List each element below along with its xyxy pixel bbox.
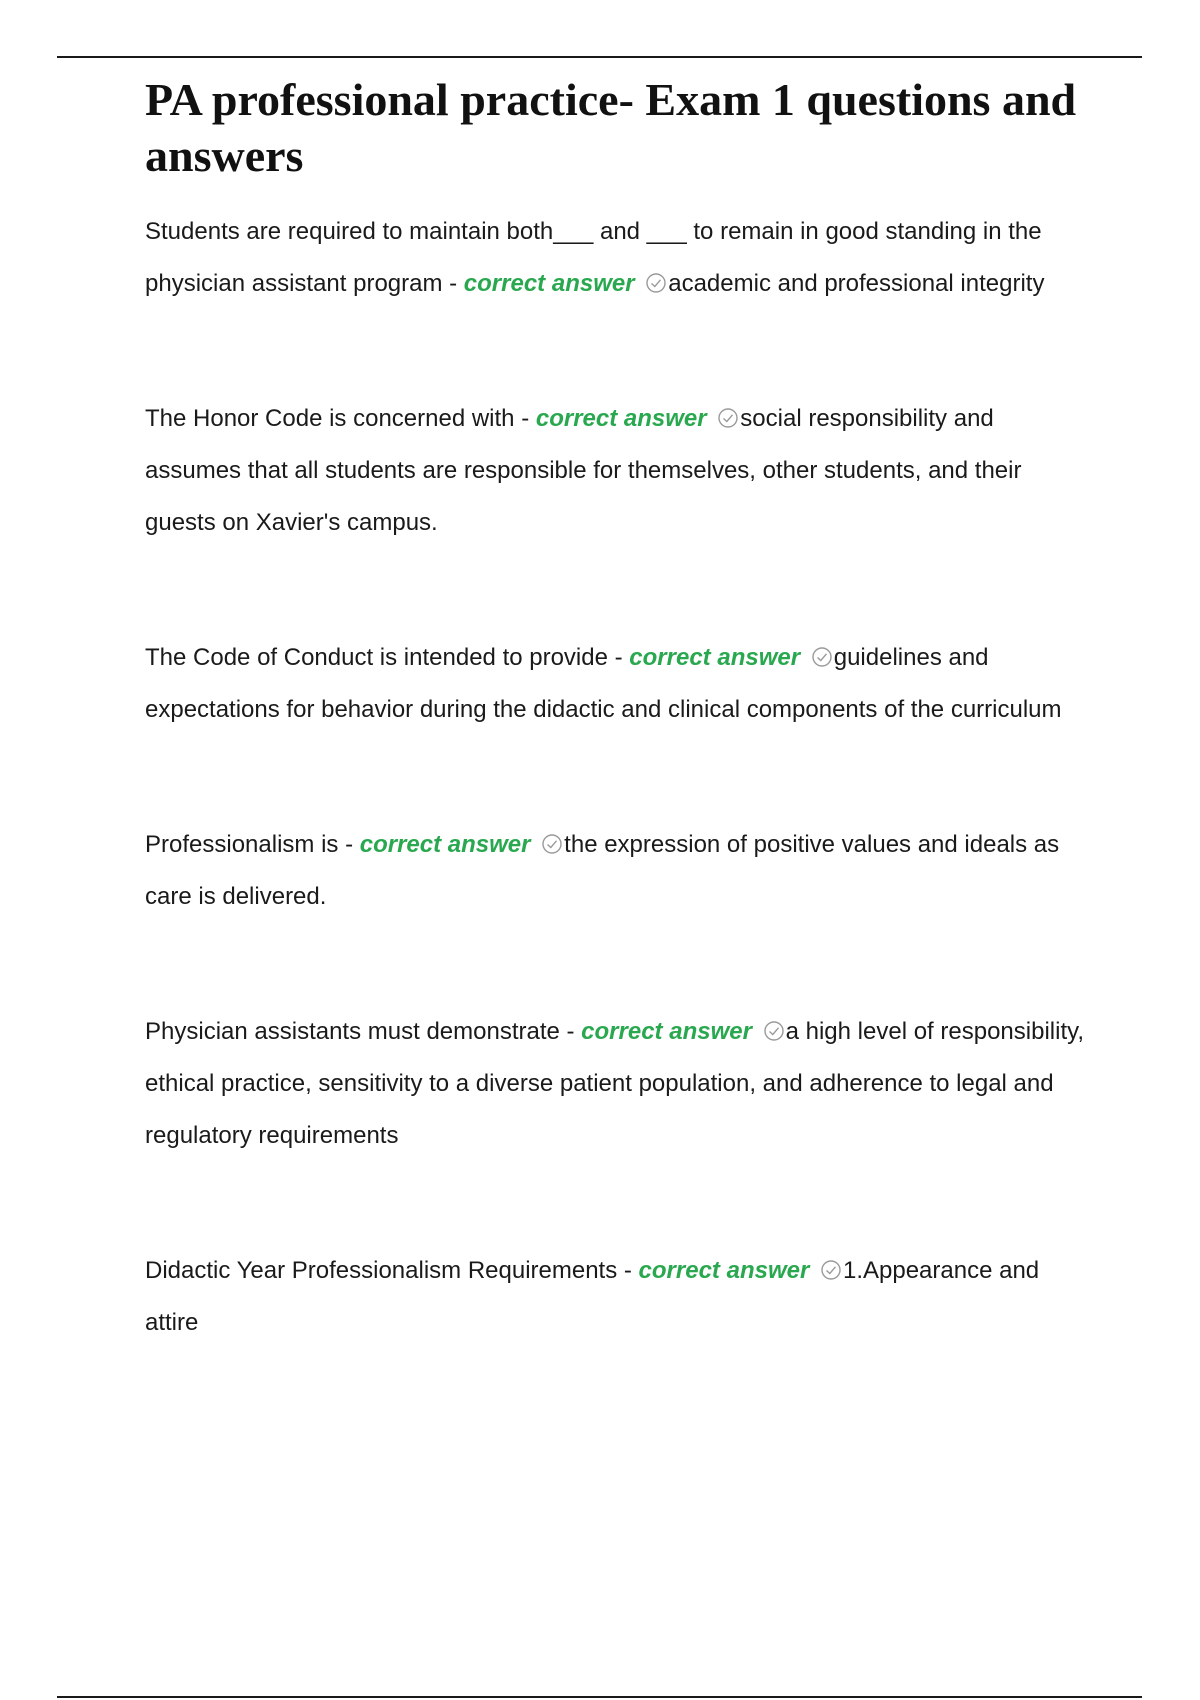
check-circle-icon xyxy=(820,1259,842,1281)
check-circle-icon xyxy=(645,272,667,294)
qa-item xyxy=(145,206,1085,310)
answer-text: 1.Appearance and attire xyxy=(145,1257,1040,1336)
correct-answer-label: correct answer xyxy=(463,270,635,297)
qa-item xyxy=(145,393,1085,549)
check-circle-icon xyxy=(717,407,739,429)
check-circle-icon xyxy=(811,646,833,668)
check-circle-icon xyxy=(763,1020,785,1042)
question-text: Professionalism is - xyxy=(145,831,360,858)
qa-item xyxy=(145,819,1085,923)
question-text: Didactic Year Professionalism Requirements - xyxy=(145,1257,639,1284)
document-title: PA professional practice- Exam 1 questions and answers xyxy=(145,74,1077,181)
qa-item xyxy=(145,632,1085,736)
correct-answer-label: correct answer xyxy=(535,405,707,432)
top-rule xyxy=(57,56,1142,58)
bottom-rule xyxy=(57,1696,1142,1698)
question-text: Physician assistants must demonstrate - xyxy=(145,1018,582,1045)
correct-answer-label: correct answer xyxy=(638,1257,810,1284)
answer-text: guidelines and expectations for behavior during the didactic and clinical components of the curriculum xyxy=(145,644,1062,723)
question-text: The Honor Code is concerned with - xyxy=(145,405,536,432)
answer-text: social responsibility and assumes that all students are responsible for themselves, other students, and their guests on Xavier's campus. xyxy=(145,405,1022,536)
correct-answer-label: correct answer xyxy=(359,831,531,858)
qa-item xyxy=(145,1245,1085,1349)
check-circle-icon xyxy=(541,833,563,855)
correct-answer-label: correct answer xyxy=(629,644,801,671)
correct-answer-label: correct answer xyxy=(581,1018,752,1045)
answer-text: the expression of positive values and ideals as care is delivered. xyxy=(145,831,1060,910)
answer-text: academic and professional integrity xyxy=(668,270,1045,297)
document-body xyxy=(145,72,1085,1349)
qa-item xyxy=(145,1006,1085,1162)
question-text: Students are required to maintain both___ and ___ to remain in good standing in the physician assistant program - xyxy=(145,218,1042,297)
question-text: The Code of Conduct is intended to provide - xyxy=(145,644,630,671)
answer-text: a high level of responsibility, ethical practice, sensitivity to a diverse patient population, and adherence to legal and regulatory requirements xyxy=(145,1018,1084,1149)
